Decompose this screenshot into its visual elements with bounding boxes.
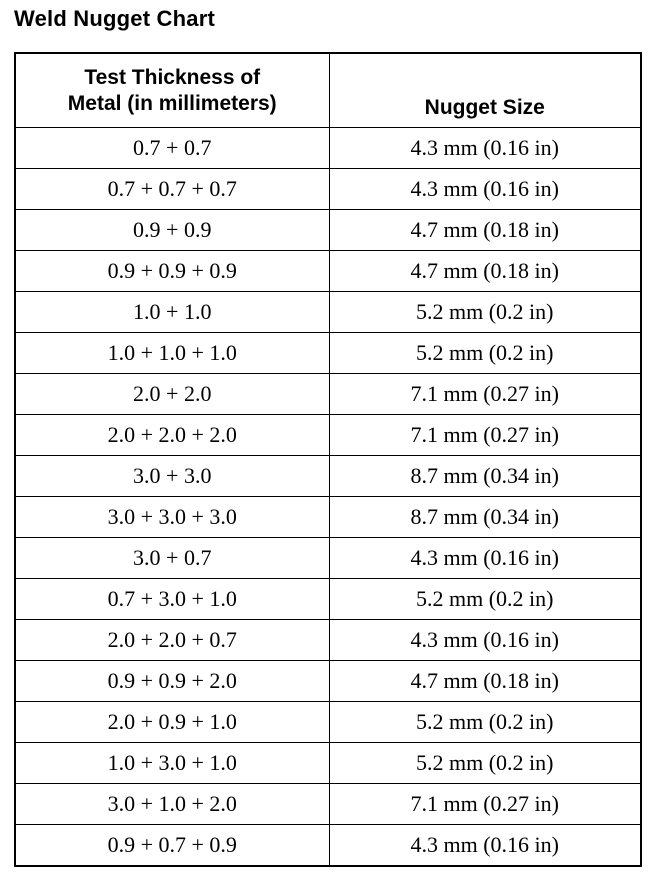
table-row <box>15 743 641 784</box>
thickness-cell: 2.0 + 0.9 + 1.0 <box>15 702 329 743</box>
thickness-cell: 2.0 + 2.0 <box>15 374 329 415</box>
thickness-cell: 3.0 + 1.0 + 2.0 <box>15 784 329 825</box>
table-row <box>15 210 641 251</box>
header-thickness-line2: Metal (in millimeters) <box>67 91 277 115</box>
nugget-size-cell: 4.3 mm (0.16 in) <box>329 825 641 867</box>
header-thickness-line1: Test Thickness of <box>84 65 261 89</box>
nugget-size-cell: 8.7 mm (0.34 in) <box>329 497 641 538</box>
nugget-size-cell: 5.2 mm (0.2 in) <box>329 743 641 784</box>
table-row <box>15 661 641 702</box>
thickness-cell: 2.0 + 2.0 + 0.7 <box>15 620 329 661</box>
table-row <box>15 456 641 497</box>
thickness-cell: 3.0 + 3.0 <box>15 456 329 497</box>
nugget-size-cell: 7.1 mm (0.27 in) <box>329 374 641 415</box>
table-row <box>15 620 641 661</box>
thickness-cell: 3.0 + 3.0 + 3.0 <box>15 497 329 538</box>
nugget-size-cell: 7.1 mm (0.27 in) <box>329 784 641 825</box>
table-row <box>15 292 641 333</box>
nugget-size-cell: 4.3 mm (0.16 in) <box>329 169 641 210</box>
table-row <box>15 497 641 538</box>
nugget-size-cell: 5.2 mm (0.2 in) <box>329 702 641 743</box>
nugget-size-cell: 5.2 mm (0.2 in) <box>329 579 641 620</box>
nugget-size-cell: 4.3 mm (0.16 in) <box>329 538 641 579</box>
nugget-size-cell: 5.2 mm (0.2 in) <box>329 292 641 333</box>
table-row <box>15 128 641 169</box>
weld-nugget-table <box>14 52 642 867</box>
thickness-cell: 0.7 + 0.7 + 0.7 <box>15 169 329 210</box>
table-row <box>15 169 641 210</box>
nugget-size-cell: 4.7 mm (0.18 in) <box>329 661 641 702</box>
table-row <box>15 579 641 620</box>
thickness-cell: 0.9 + 0.9 + 2.0 <box>15 661 329 702</box>
page-title: Weld Nugget Chart <box>14 6 215 31</box>
table-row <box>15 784 641 825</box>
thickness-cell: 0.7 + 0.7 <box>15 128 329 169</box>
thickness-cell: 2.0 + 2.0 + 2.0 <box>15 415 329 456</box>
thickness-cell: 3.0 + 0.7 <box>15 538 329 579</box>
thickness-cell: 1.0 + 1.0 <box>15 292 329 333</box>
thickness-cell: 0.9 + 0.9 <box>15 210 329 251</box>
table-row <box>15 538 641 579</box>
nugget-size-cell: 4.3 mm (0.16 in) <box>329 620 641 661</box>
table-row <box>15 333 641 374</box>
nugget-size-cell: 5.2 mm (0.2 in) <box>329 333 641 374</box>
header-nugget-size: Nugget Size <box>329 53 641 128</box>
nugget-size-cell: 7.1 mm (0.27 in) <box>329 415 641 456</box>
table-header-row <box>15 53 641 128</box>
table-row <box>15 825 641 867</box>
thickness-cell: 1.0 + 3.0 + 1.0 <box>15 743 329 784</box>
table-body <box>15 128 641 867</box>
header-test-thickness <box>15 53 329 128</box>
thickness-cell: 0.7 + 3.0 + 1.0 <box>15 579 329 620</box>
thickness-cell: 1.0 + 1.0 + 1.0 <box>15 333 329 374</box>
thickness-cell: 0.9 + 0.7 + 0.9 <box>15 825 329 867</box>
nugget-size-cell: 8.7 mm (0.34 in) <box>329 456 641 497</box>
nugget-size-cell: 4.3 mm (0.16 in) <box>329 128 641 169</box>
table-row <box>15 374 641 415</box>
table-row <box>15 415 641 456</box>
thickness-cell: 0.9 + 0.9 + 0.9 <box>15 251 329 292</box>
table-row <box>15 251 641 292</box>
nugget-size-cell: 4.7 mm (0.18 in) <box>329 251 641 292</box>
nugget-size-cell: 4.7 mm (0.18 in) <box>329 210 641 251</box>
table-row <box>15 702 641 743</box>
